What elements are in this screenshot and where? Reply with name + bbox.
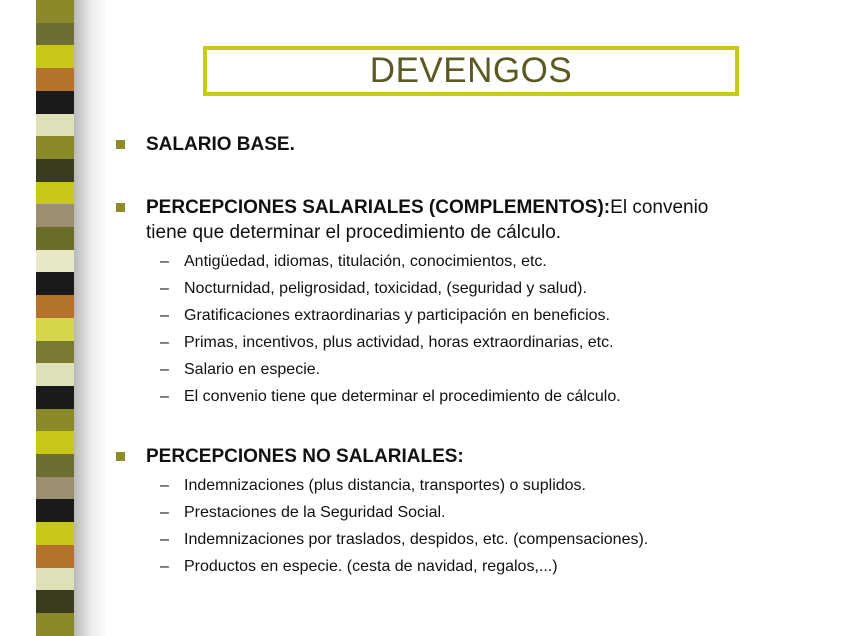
slide-title: DEVENGOS (369, 51, 573, 90)
list-item: – Prestaciones de la Seguridad Social. (160, 504, 446, 521)
dash-icon: – (160, 361, 169, 378)
list-item: – Productos en especie. (cesta de navidad, regalos,...) (160, 558, 558, 575)
dash-icon: – (160, 531, 169, 548)
list-item: – Salario en especie. (160, 361, 321, 378)
bullet-square-icon (116, 203, 125, 212)
bullet-square-icon (116, 140, 125, 149)
section-heading: PERCEPCIONES NO SALARIALES: (146, 446, 464, 467)
list-item: – Nocturnidad, peligrosidad, toxicidad, (seguridad y salud). (160, 280, 587, 297)
dash-icon: – (160, 334, 169, 351)
list-item: – Indemnizaciones por traslados, despidos, etc. (compensaciones). (160, 531, 649, 548)
bullet-square-icon (116, 452, 125, 461)
section-heading: SALARIO BASE. (146, 134, 295, 155)
list-item: – Primas, incentivos, plus actividad, horas extraordinarias, etc. (160, 334, 614, 351)
dash-icon: – (160, 280, 169, 297)
dash-icon: – (160, 504, 169, 521)
dash-icon: – (160, 307, 169, 324)
list-item: – Indemnizaciones (plus distancia, transportes) o suplidos. (160, 477, 586, 494)
section-heading: PERCEPCIONES SALARIALES (COMPLEMENTOS):El convenio tiene que determinar el procedimiento de cálculo. (146, 197, 709, 243)
dash-icon: – (160, 558, 169, 575)
list-item: – El convenio tiene que determinar el procedimiento de cálculo. (160, 388, 621, 405)
dash-icon: – (160, 388, 169, 405)
dash-icon: – (160, 477, 169, 494)
list-item: – Antigüedad, idiomas, titulación, conocimientos, etc. (160, 253, 547, 270)
dash-icon: – (160, 253, 169, 270)
list-item: – Gratificaciones extraordinarias y participación en beneficios. (160, 307, 610, 324)
